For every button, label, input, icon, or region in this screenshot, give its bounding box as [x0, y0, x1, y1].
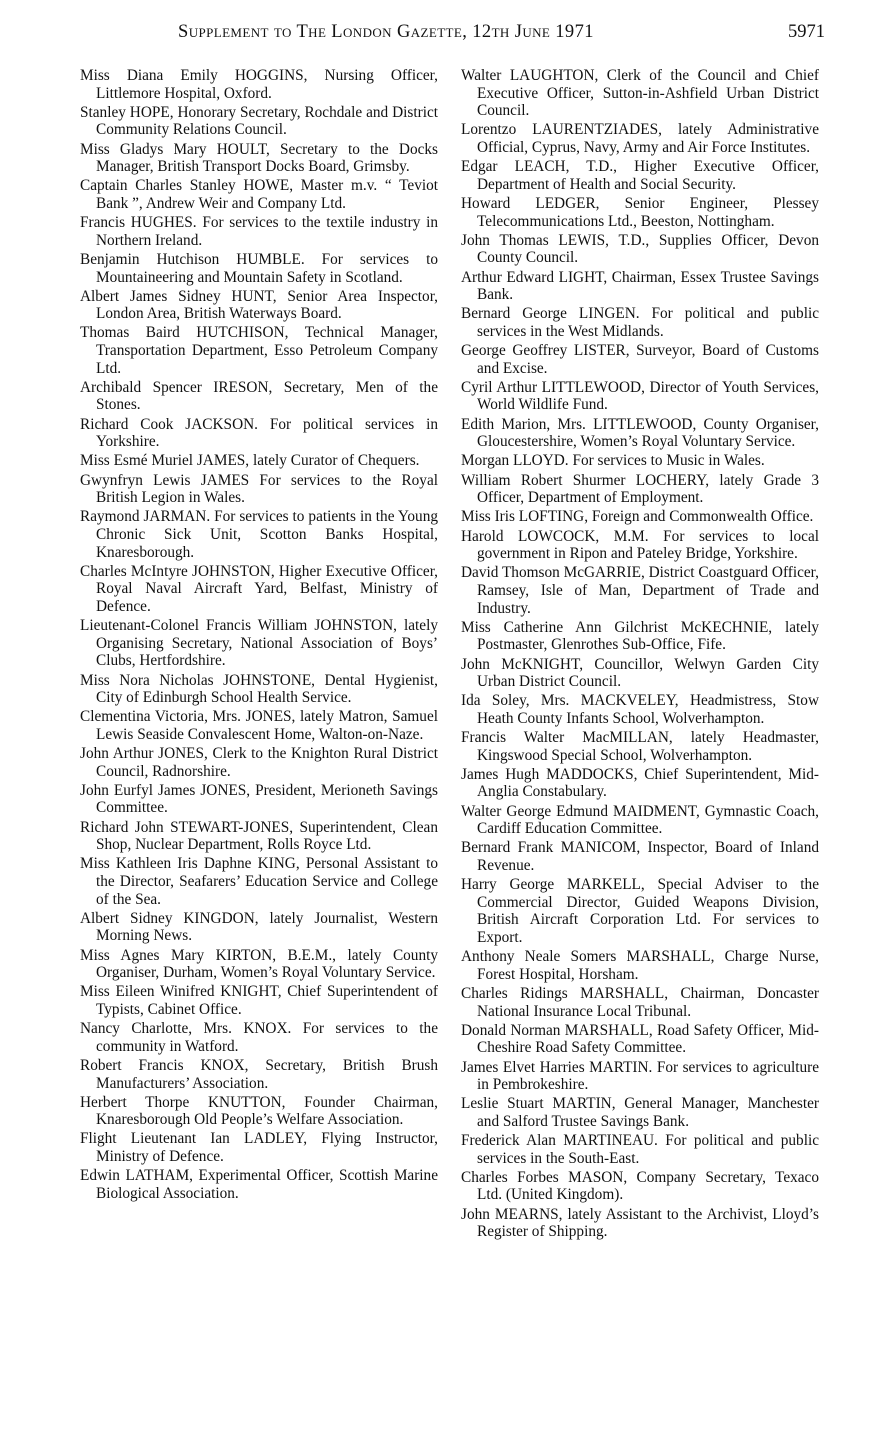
- honours-entry: Thomas Baird HUTCHISON, Technical Manager, Transportation Department, Esso Petroleum Company Ltd.: [80, 324, 438, 377]
- honours-entry: Bernard Frank MANICOM, Inspector, Board of Inland Revenue.: [461, 839, 819, 874]
- honours-entry: James Hugh MADDOCKS, Chief Superintendent, Mid-Anglia Constabulary.: [461, 765, 819, 801]
- honours-entry: Morgan LLOYD. For services to Music in Wales.: [461, 452, 765, 470]
- honours-entry: Miss Agnes Mary KIRTON, B.E.M., lately County Organiser, Durham, Women’s Royal Voluntary Service.: [80, 946, 438, 982]
- honours-entry: Nancy Charlotte, Mrs. KNOX. For services to the community in Watford.: [80, 1020, 438, 1055]
- honours-entry: Howard LEDGER, Senior Engineer, Plessey Telecommunications Ltd., Beeston, Nottingham.: [461, 194, 819, 230]
- honours-entry: Charles McIntyre JOHNSTON, Higher Executive Officer, Royal Naval Aircraft Yard, Belfast, Ministry of Defence.: [80, 562, 438, 615]
- honours-entry: Edgar LEACH, T.D., Higher Executive Officer, Department of Health and Social Security.: [461, 158, 819, 193]
- honours-entry: Richard Cook JACKSON. For political services in Yorkshire.: [80, 415, 438, 451]
- honours-entry: Benjamin Hutchison HUMBLE. For services to Mountaineering and Mountain Safety in Scotland.: [80, 250, 438, 286]
- honours-entry: Bernard George LINGEN. For political and public services in the West Midlands.: [461, 305, 819, 340]
- honours-entry: Albert James Sidney HUNT, Senior Area Inspector, London Area, British Waterways Board.: [80, 287, 438, 323]
- honours-entry: Harry George MARKELL, Special Adviser to the Commercial Director, Guided Weapons Division, British Aircraft Corporation Ltd. For services to Export.: [461, 876, 819, 946]
- right-column: [461, 67, 819, 1242]
- honours-entry: Miss Nora Nicholas JOHNSTONE, Dental Hygienist, City of Edinburgh School Health Service.: [80, 671, 438, 707]
- honours-entry: Lieutenant-Colonel Francis William JOHNSTON, lately Organising Secretary, National Association of Boys’ Clubs, Hertfordshire.: [80, 617, 438, 670]
- honours-entry: Flight Lieutenant Ian LADLEY, Flying Instructor, Ministry of Defence.: [80, 1130, 438, 1166]
- honours-entry: William Robert Shurmer LOCHERY, lately Grade 3 Officer, Department of Employment.: [461, 471, 819, 507]
- honours-entry: Miss Iris LOFTING, Foreign and Commonwealth Office.: [461, 508, 814, 526]
- honours-entry: Miss Gladys Mary HOULT, Secretary to the Docks Manager, British Transport Docks Board, Grimsby.: [80, 140, 438, 176]
- honours-entry: Anthony Neale Somers MARSHALL, Charge Nurse, Forest Hospital, Horsham.: [461, 948, 819, 983]
- honours-entry: Walter LAUGHTON, Clerk of the Council and Chief Executive Officer, Sutton-in-Ashfield Urban District Council.: [461, 67, 819, 120]
- honours-entry: John Thomas LEWIS, T.D., Supplies Officer, Devon County Council.: [461, 231, 819, 267]
- honours-entry: John McKNIGHT, Councillor, Welwyn Garden City Urban District Council.: [461, 655, 819, 691]
- honours-entry: Edwin LATHAM, Experimental Officer, Scottish Marine Biological Association.: [80, 1167, 438, 1202]
- honours-entry: Arthur Edward LIGHT, Chairman, Essex Trustee Savings Bank.: [461, 268, 819, 304]
- honours-entry: Robert Francis KNOX, Secretary, British Brush Manufacturers’ Association.: [80, 1056, 438, 1092]
- honours-entry: John Arthur JONES, Clerk to the Knighton Rural District Council, Radnorshire.: [80, 745, 438, 780]
- honours-entry: Miss Diana Emily HOGGINS, Nursing Officer, Littlemore Hospital, Oxford.: [80, 67, 438, 102]
- honours-entry: Stanley HOPE, Honorary Secretary, Rochdale and District Community Relations Council.: [80, 103, 438, 139]
- honours-entry: Miss Kathleen Iris Daphne KING, Personal Assistant to the Director, Seafarers’ Education Service and College of the Sea.: [80, 855, 438, 908]
- honours-entry: Frederick Alan MARTINEAU. For political and public services in the South-East.: [461, 1132, 819, 1167]
- left-column: [80, 67, 438, 1204]
- honours-entry: Charles Ridings MARSHALL, Chairman, Doncaster National Insurance Local Tribunal.: [461, 984, 819, 1020]
- running-title: Supplement to The London Gazette, 12th June 1971: [178, 22, 594, 42]
- page-number: 5971: [788, 22, 825, 42]
- honours-entry: Clementina Victoria, Mrs. JONES, lately Matron, Samuel Lewis Seaside Convalescent Home, Walton-on-Naze.: [80, 708, 438, 743]
- honours-entry: John MEARNS, lately Assistant to the Archivist, Lloyd’s Register of Shipping.: [461, 1205, 819, 1241]
- honours-entry: Cyril Arthur LITTLEWOOD, Director of Youth Services, World Wildlife Fund.: [461, 378, 819, 414]
- honours-entry: Miss Eileen Winifred KNIGHT, Chief Superintendent of Typists, Cabinet Office.: [80, 983, 438, 1018]
- honours-entry: David Thomson McGARRIE, District Coastguard Officer, Ramsey, Isle of Man, Department of Trade and Industry.: [461, 564, 819, 617]
- honours-entry: Raymond JARMAN. For services to patients in the Young Chronic Sick Unit, Scotton Banks Hospital, Knaresborough.: [80, 508, 438, 561]
- honours-entry: Francis HUGHES. For services to the textile industry in Northern Ireland.: [80, 214, 438, 249]
- honours-entry: Edith Marion, Mrs. LITTLEWOOD, County Organiser, Gloucestershire, Women’s Royal Voluntary Service.: [461, 415, 819, 451]
- honours-entry: Charles Forbes MASON, Company Secretary, Texaco Ltd. (United Kingdom).: [461, 1168, 819, 1204]
- honours-entry: Herbert Thorpe KNUTTON, Founder Chairman, Knaresborough Old People’s Welfare Association.: [80, 1093, 438, 1129]
- honours-entry: James Elvet Harries MARTIN. For services to agriculture in Pembrokeshire.: [461, 1058, 819, 1094]
- page-header: [0, 22, 893, 52]
- honours-entry: Ida Soley, Mrs. MACKVELEY, Headmistress, Stow Heath County Infants School, Wolverhampton.: [461, 692, 819, 727]
- honours-entry: John Eurfyl James JONES, President, Merioneth Savings Committee.: [80, 781, 438, 817]
- honours-entry: Albert Sidney KINGDON, lately Journalist, Western Morning News.: [80, 909, 438, 945]
- honours-entry: Captain Charles Stanley HOWE, Master m.v. “ Teviot Bank ”, Andrew Weir and Company Ltd.: [80, 177, 438, 212]
- honours-entry: Donald Norman MARSHALL, Road Safety Officer, Mid-Cheshire Road Safety Committee.: [461, 1021, 819, 1057]
- honours-entry: Leslie Stuart MARTIN, General Manager, Manchester and Salford Trustee Savings Bank.: [461, 1095, 819, 1130]
- honours-entry: Miss Catherine Ann Gilchrist McKECHNIE, lately Postmaster, Glenrothes Sub-Office, Fife.: [461, 618, 819, 654]
- honours-entry: Archibald Spencer IRESON, Secretary, Men of the Stones.: [80, 378, 438, 414]
- honours-entry: Walter George Edmund MAIDMENT, Gymnastic Coach, Cardiff Education Committee.: [461, 802, 819, 838]
- honours-entry: Gwynfryn Lewis JAMES For services to the Royal British Legion in Wales.: [80, 471, 438, 507]
- honours-entry: George Geoffrey LISTER, Surveyor, Board of Customs and Excise.: [461, 342, 819, 377]
- honours-entry: Harold LOWCOCK, M.M. For services to local government in Ripon and Pateley Bridge, Yorkshire.: [461, 527, 819, 563]
- honours-entry: Lorentzo LAURENTZIADES, lately Administrative Official, Cyprus, Navy, Army and Air Force Institutes.: [461, 121, 819, 156]
- honours-entry: Francis Walter MacMILLAN, lately Headmaster, Kingswood Special School, Wolverhampton.: [461, 729, 819, 764]
- honours-entry: Miss Esmé Muriel JAMES, lately Curator of Chequers.: [80, 452, 420, 470]
- honours-entry: Richard John STEWART-JONES, Superintendent, Clean Shop, Nuclear Department, Rolls Royce Ltd.: [80, 818, 438, 854]
